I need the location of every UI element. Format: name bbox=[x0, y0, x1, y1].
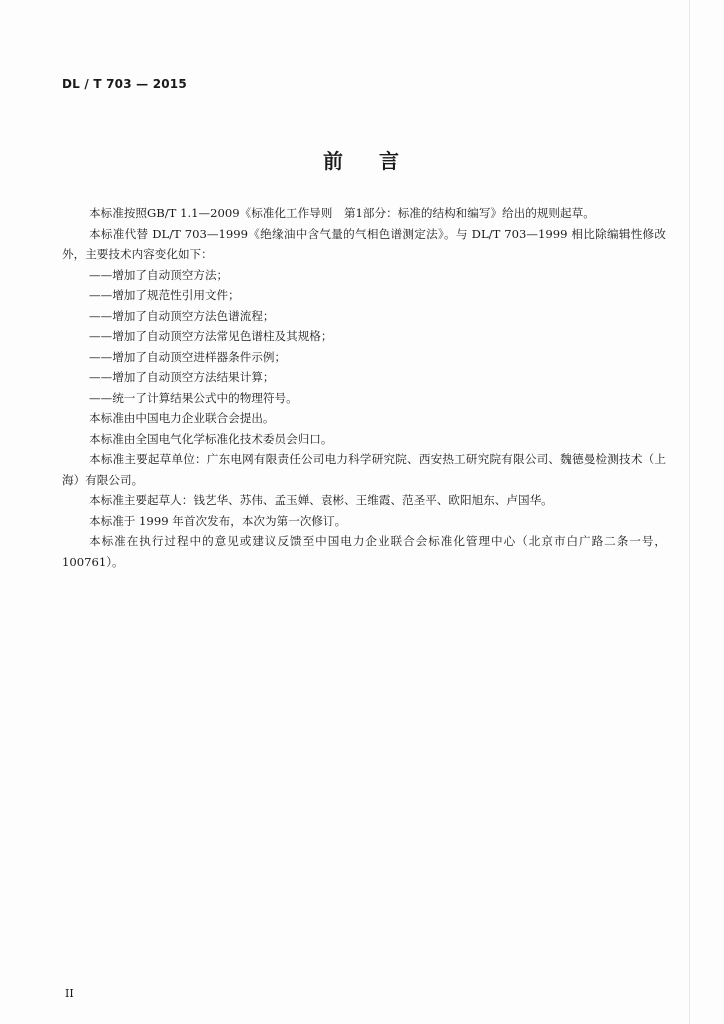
change-item: ——统一了计算结果公式中的物理符号。 bbox=[89, 390, 298, 405]
title-char-2: 言 bbox=[379, 149, 401, 173]
paragraph-replaces: 本标准代替 DL/T 703—1999《绝缘油中含气量的气相色谱测定法》。与 DL/T 703—1999 相比除编辑性修改外，主要技术内容变化如下： bbox=[62, 226, 666, 261]
change-item: ——增加了自动顶空方法色谱流程； bbox=[89, 308, 275, 323]
paragraph-drafting-units: 本标准主要起草单位：广东电网有限责任公司电力科学研究院、西安热工研究院有限公司、魏德曼检测技术（上海）有限公司。 bbox=[62, 452, 666, 487]
change-item: ——增加了规范性引用文件； bbox=[89, 288, 240, 302]
page-number: II bbox=[65, 987, 74, 1000]
title-char-1: 前 bbox=[323, 149, 345, 173]
paragraph-drafters: 本标准主要起草人：钱艺华、苏伟、孟玉婵、袁彬、王维霞、范圣平、欧阳旭东、卢国华。 bbox=[89, 493, 553, 507]
change-item: ——增加了自动顶空方法； bbox=[89, 267, 229, 282]
change-item: ——增加了自动顶空方法常见色谱柱及其规格； bbox=[89, 329, 333, 343]
change-item: ——增加了自动顶空进样器条件示例； bbox=[89, 349, 287, 364]
page-title bbox=[0, 145, 724, 174]
document-code: DL / T 703 — 2015 bbox=[62, 77, 187, 91]
paragraph-history: 本标准于 1999 年首次发布，本次为第一次修订。 bbox=[89, 513, 347, 528]
paragraph-drafting-rules: 本标准按照GB/T 1.1—2009《标准化工作导则 第1部分：标准的结构和编写》给出的规则起草。 bbox=[89, 206, 595, 220]
paragraph-feedback: 本标准在执行过程中的意见或建议反馈至中国电力企业联合会标准化管理中心（北京市白广路二条一号，100761）。 bbox=[62, 534, 666, 569]
paragraph-proposed-by: 本标准由中国电力企业联合会提出。 bbox=[89, 411, 275, 425]
change-item: ——增加了自动顶空方法结果计算； bbox=[89, 370, 275, 384]
preface-body bbox=[62, 203, 666, 572]
paragraph-under-jurisdiction: 本标准由全国电气化学标准化技术委员会归口。 bbox=[89, 431, 333, 446]
